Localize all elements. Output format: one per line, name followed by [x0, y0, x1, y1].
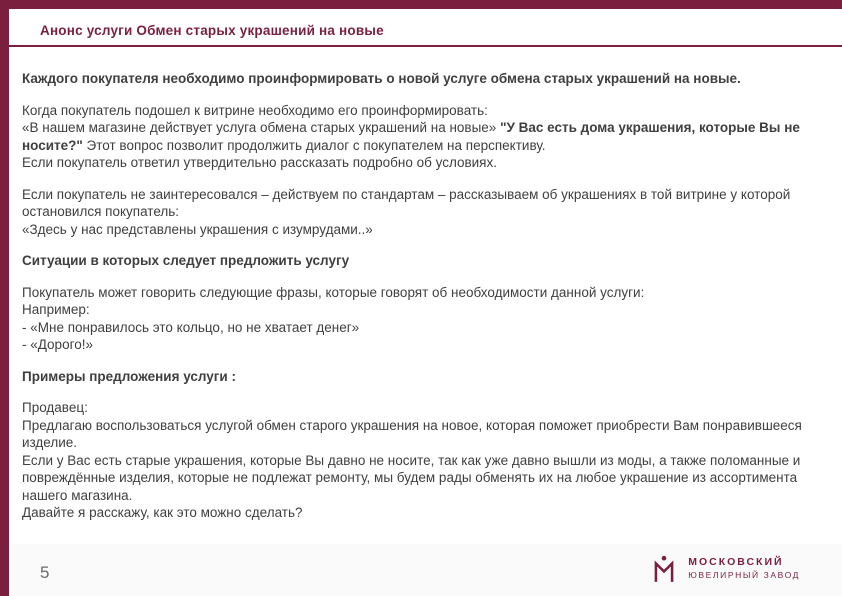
intro-paragraph: Каждого покупателя необходимо проинформировать о новой услуге обмена старых украшений на новые. [22, 71, 741, 86]
situations-paragraph [22, 284, 824, 354]
examples-paragraph [22, 399, 824, 522]
approach-paragraph [22, 102, 824, 172]
text-line: Например: [22, 302, 90, 317]
text-line: Если покупатель ответил утвердительно рассказать подробно об условиях. [22, 155, 497, 170]
examples-heading: Примеры предложения услуги : [22, 368, 236, 384]
left-accent-bar [0, 0, 9, 596]
logo-text [688, 556, 800, 580]
text-line: Давайте я расскажу, как это можно сделать? [22, 505, 303, 520]
logo-text-line2: ЮВЕЛИРНЫЙ ЗАВОД [688, 570, 800, 580]
top-accent-bar [0, 0, 842, 9]
page-number: 5 [40, 563, 50, 582]
text-line: Когда покупатель подошел к витрине необходимо его проинформировать: [22, 102, 488, 118]
text-line: Предлагаю воспользоваться услугой обмен старого украшения на новое, которая поможет приобрести Вам понравившееся изделие. [22, 417, 802, 450]
slide-body [22, 70, 824, 536]
jeweler-monogram-icon [650, 553, 678, 583]
situations-heading: Ситуации в которых следует предложить услугу [22, 253, 350, 268]
text-line: Если у Вас есть старые украшения, которые Вы давно не носите, так как уже давно вышли из моды, а также поломанные и повреждённые изделия, которые не подлежат ремонту, мы будем рады обменять их на любое украшение из ассортимента нашего магазина. [22, 452, 801, 503]
text-run: «В нашем магазине действует услуга обмена старых украшений на новые» [22, 120, 501, 135]
title-divider [9, 45, 842, 47]
company-logo [650, 553, 800, 583]
text-line: - «Дорого!» [22, 337, 93, 352]
text-run-bold: "У Вас есть дома украшения, которые Вы не носите?" [22, 120, 800, 153]
page-title: Анонс услуги Обмен старых украшений на новые [40, 23, 384, 38]
logo-text-line1: МОСКОВСКИЙ [688, 556, 784, 568]
text-line: - «Мне понравилось это кольцо, но не хватает денег» [22, 319, 360, 335]
not-interested-paragraph [22, 186, 824, 239]
text-line: Продавец: [22, 400, 88, 415]
text-run: Этот вопрос позволит продолжить диалог с покупателем на перспективу. [86, 137, 546, 153]
text-line: Если покупатель не заинтересовался – действуем по стандартам – рассказываем об украшениях в той витрине у которой остановился покупатель: [22, 186, 791, 219]
text-line: Покупатель может говорить следующие фразы, которые говорят об необходимости данной услуги: [22, 284, 645, 300]
text-line: «Здесь у нас представлены украшения с изумрудами..» [22, 221, 373, 237]
